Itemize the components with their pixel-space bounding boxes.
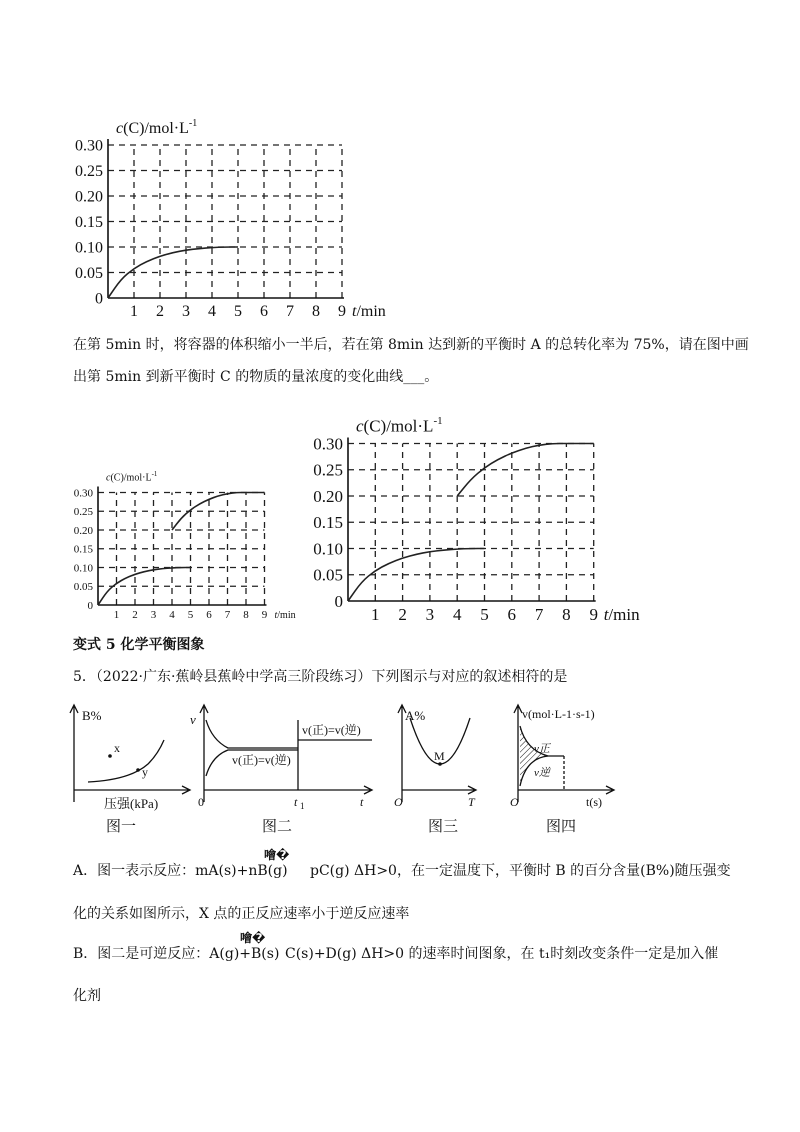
x-tick-label: 8 bbox=[243, 609, 249, 621]
x-tick-label: 8 bbox=[562, 605, 571, 624]
chart-answer-large bbox=[300, 395, 680, 630]
fig4-origin: O bbox=[510, 795, 519, 809]
chart-initial bbox=[60, 95, 386, 325]
option-a-line-1-pre: A．图一表示反应：mA(s)+nB(g) bbox=[73, 863, 288, 879]
figure-2 bbox=[182, 700, 382, 815]
y-tick-label: 0.30 bbox=[75, 137, 103, 155]
x-tick-label: 3 bbox=[425, 605, 435, 624]
x-tick-label: 2 bbox=[156, 303, 164, 320]
figure-4 bbox=[504, 700, 624, 810]
equilibrium-arrow-a: 噲� bbox=[264, 848, 290, 862]
y-tick-label: 0.30 bbox=[313, 434, 343, 454]
section-title: 变式 5 化学平衡图象 bbox=[73, 637, 205, 653]
fig3-x-axis bbox=[402, 786, 476, 794]
fig3-point: M bbox=[434, 749, 445, 763]
question-line-2: 出第 5min 到新平衡时 C 的物质的量浓度的变化曲线___。 bbox=[73, 369, 439, 385]
y-tick-label: 0.05 bbox=[75, 265, 103, 283]
x-tick-label: 8 bbox=[312, 303, 320, 320]
x-tick-label: 4 bbox=[208, 303, 216, 320]
problem-intro: 5．（2022·广东·蕉岭县蕉岭中学高三阶段练习）下列图示与对应的叙述相符的是 bbox=[73, 669, 568, 685]
fig4-v-ni: v逆 bbox=[534, 767, 550, 779]
fig1-ylabel: B% bbox=[82, 708, 102, 723]
fig2-ylabel: v bbox=[190, 712, 196, 727]
x-tick-label: 2 bbox=[398, 605, 407, 624]
fig2-curve-forward bbox=[206, 720, 298, 748]
x-tick-label: 7 bbox=[224, 609, 231, 621]
fig1-x-axis bbox=[74, 786, 190, 794]
x-tick-label: 4 bbox=[169, 609, 175, 621]
x-axis-label: t/min bbox=[274, 610, 296, 621]
x-tick-label: 2 bbox=[132, 609, 138, 621]
y-tick-label: 0.25 bbox=[75, 163, 103, 181]
y-tick-label: 0.20 bbox=[73, 524, 93, 537]
fig2-caption: 图二 bbox=[262, 817, 293, 835]
y-tick-label: 0.20 bbox=[75, 188, 103, 206]
x-tick-label: 6 bbox=[507, 605, 517, 624]
y-tick-label: 0 bbox=[95, 290, 103, 308]
y-axis-label: $c(C)/mol\cdot L^{-1}$ bbox=[356, 414, 443, 436]
equilibrium-arrow-b: 噲� bbox=[240, 931, 266, 945]
fig4-v-zheng: v正 bbox=[534, 743, 550, 755]
fig2-label-left: v(正)=v(逆) bbox=[232, 753, 291, 767]
y-tick-label: 0.20 bbox=[313, 486, 343, 506]
fig1-curve bbox=[88, 740, 164, 782]
y-tick-label: 0.15 bbox=[313, 513, 343, 533]
fig4-ylabel: v(mol·L-1·s-1) bbox=[522, 707, 595, 721]
fig4-caption: 图四 bbox=[546, 817, 577, 835]
y-tick-label: 0.05 bbox=[73, 581, 93, 594]
fig4-x-axis bbox=[518, 786, 614, 794]
option-b-line-1-post: C(s)+D(g) ΔH>0 的速率时间图象，在 t₁时刻改变条件一定是加入催 bbox=[285, 946, 719, 962]
fig2-t1-sub: 1 bbox=[300, 801, 305, 811]
fig3-ylabel: A% bbox=[405, 708, 426, 723]
x-axis-label: t/min bbox=[352, 303, 386, 320]
y-tick-label: 0.15 bbox=[73, 543, 93, 556]
y-tick-label: 0.15 bbox=[75, 214, 103, 232]
question-line-1: 在第 5min 时，将容器的体积缩小一半后，若在第 8min 达到新的平衡时 A 的总转化率为 75%，请在图中画 bbox=[73, 337, 749, 353]
y-tick-label: 0.30 bbox=[73, 487, 93, 500]
fig2-xlabel: t bbox=[360, 795, 364, 809]
y-tick-label: 0.05 bbox=[313, 565, 343, 585]
x-tick-label: 1 bbox=[130, 303, 138, 320]
fig1-xlabel: 压强(kPa) bbox=[104, 796, 159, 811]
fig2-origin: 0 bbox=[198, 795, 204, 809]
option-b-line-1-pre: B．图二是可逆反应：A(g)+B(s) bbox=[73, 946, 280, 962]
fig1-point-y: y bbox=[142, 765, 148, 779]
y-axis-label: $c(C)/mol\cdot L^{-1}$ bbox=[106, 470, 158, 484]
figure-3 bbox=[390, 700, 490, 810]
fig3-xlabel: T bbox=[468, 795, 475, 809]
fig2-label-right: v(正)=v(逆) bbox=[302, 723, 361, 737]
series-line-2 bbox=[172, 493, 265, 531]
x-tick-label: 1 bbox=[113, 609, 120, 621]
option-b-line-2: 化剂 bbox=[73, 988, 101, 1004]
fig4-xlabel: t(s) bbox=[586, 795, 602, 809]
option-a-line-1-post: pC(g) ΔH>0，在一定温度下，平衡时 B 的百分含量(B%)随压强变 bbox=[310, 863, 731, 879]
x-tick-label: 5 bbox=[480, 605, 489, 624]
x-axis-label: t/min bbox=[603, 605, 640, 624]
fig1-caption: 图一 bbox=[106, 817, 137, 835]
y-tick-label: 0.10 bbox=[73, 562, 93, 575]
x-tick-label: 4 bbox=[452, 605, 462, 624]
fig1-point-x-dot bbox=[108, 754, 112, 758]
x-tick-label: 3 bbox=[150, 609, 157, 621]
x-tick-label: 5 bbox=[187, 609, 194, 621]
x-tick-label: 7 bbox=[286, 303, 294, 320]
x-tick-label: 3 bbox=[182, 303, 190, 320]
y-tick-label: 0.10 bbox=[313, 539, 343, 559]
x-tick-label: 9 bbox=[338, 303, 346, 320]
x-tick-label: 6 bbox=[206, 609, 212, 621]
fig2-y-axis bbox=[200, 705, 208, 802]
x-tick-label: 5 bbox=[234, 303, 242, 320]
figure-1 bbox=[60, 700, 200, 810]
x-tick-label: 7 bbox=[534, 605, 544, 624]
y-tick-label: 0.25 bbox=[73, 506, 93, 519]
x-tick-label: 1 bbox=[371, 605, 380, 624]
option-a-line-2: 化的关系如图所示，X 点的正反应速率小于逆反应速率 bbox=[73, 906, 410, 922]
fig2-t1: t bbox=[294, 795, 298, 809]
y-tick-label: 0 bbox=[334, 591, 343, 611]
y-axis-label: $c(C)/mol\cdot L^{-1}$ bbox=[116, 117, 198, 137]
chart-answer-small bbox=[60, 460, 320, 630]
fig1-y-axis bbox=[70, 705, 78, 802]
y-tick-label: 0 bbox=[87, 599, 93, 612]
fig1-point-x: x bbox=[114, 741, 120, 755]
x-tick-label: 9 bbox=[261, 609, 268, 621]
x-tick-label: 9 bbox=[589, 605, 598, 624]
fig2-x-axis bbox=[204, 786, 372, 794]
fig1-point-y-dot bbox=[136, 768, 140, 772]
y-tick-label: 0.10 bbox=[75, 239, 103, 257]
x-tick-label: 6 bbox=[260, 303, 268, 320]
fig3-caption: 图三 bbox=[428, 817, 459, 835]
fig3-origin: O bbox=[394, 795, 403, 809]
y-tick-label: 0.25 bbox=[313, 460, 343, 480]
